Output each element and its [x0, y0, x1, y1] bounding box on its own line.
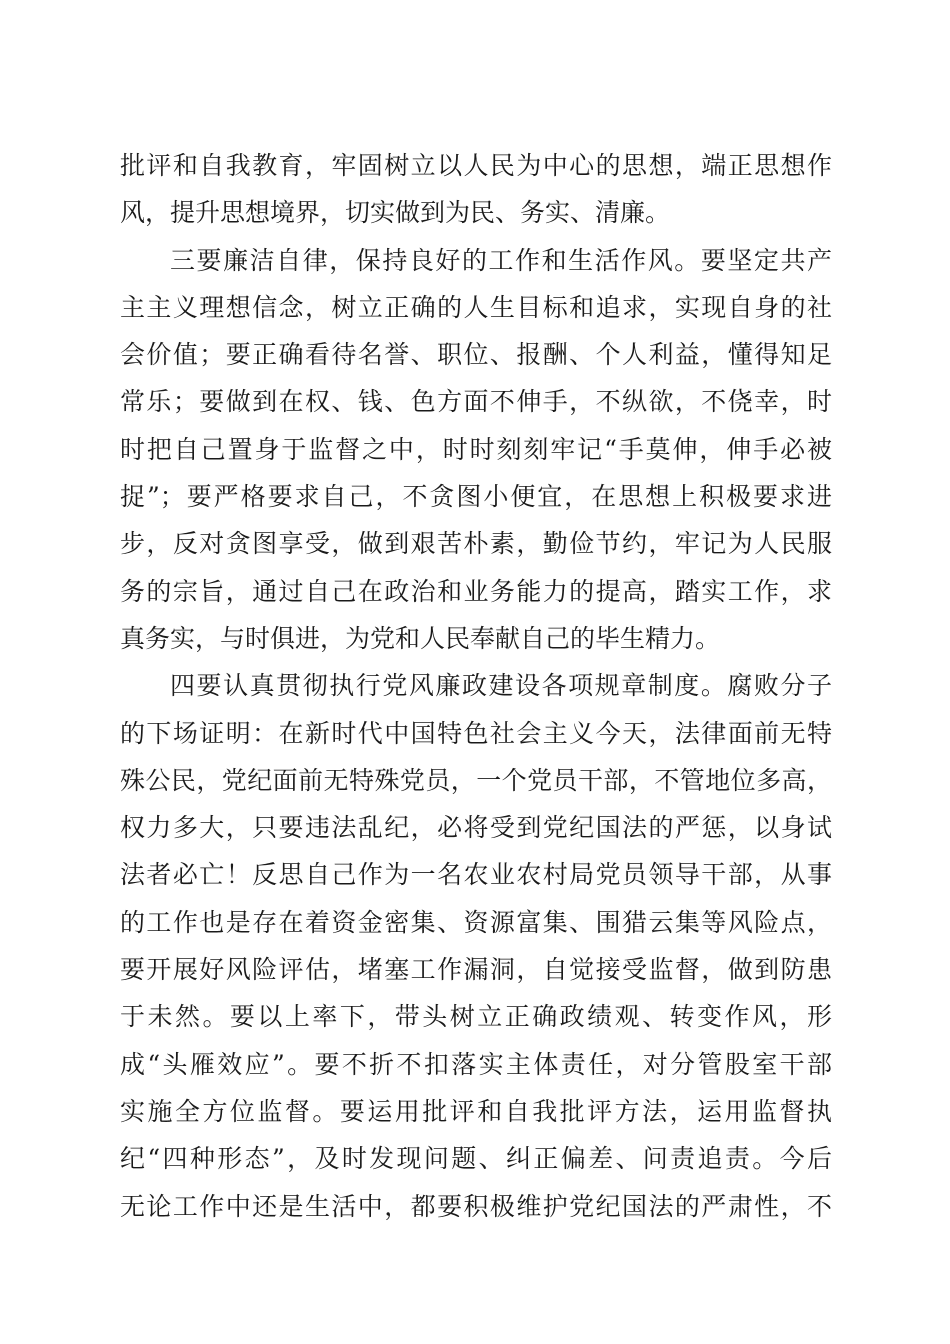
text-line: 捉”；要严格要求自己，不贪图小便宜，在思想上积极要求进 [120, 482, 832, 512]
body-text [120, 142, 832, 1230]
text-line: 殊公民，党纪面前无特殊党员，一个党员干部，不管地位多高， [120, 765, 832, 795]
text-line: 时把自己置身于监督之中，时时刻刻牢记“手莫伸，伸手必被 [120, 434, 832, 464]
text-line: 于未然。要以上率下，带头树立正确政绩观、转变作风，形 [120, 1002, 832, 1032]
text-line: 批评和自我教育，牢固树立以人民为中心的思想，端正思想作 [120, 151, 832, 180]
text-line: 常乐；要做到在权、钱、色方面不伸手，不纵欲，不侥幸，时 [120, 387, 832, 417]
text-line: 的工作也是存在着资金密集、资源富集、围猎云集等风险点， [120, 907, 832, 937]
text-line: 实施全方位监督。要运用批评和自我批评方法，运用监督执 [120, 1096, 832, 1126]
text-line: 真务实，与时俱进，为党和人民奉献自己的毕生精力。 [120, 623, 721, 653]
text-line: 会价值；要正确看待名誉、职位、报酬、个人利益，懂得知足 [120, 340, 832, 370]
text-line: 风，提升思想境界，切实做到为民、务实、清廉。 [120, 198, 671, 228]
text-line: 纪“四种形态”，及时发现问题、纠正偏差、问责追责。今后 [120, 1144, 832, 1174]
text-line: 成“头雁效应”。要不折不扣落实主体责任，对分管股室干部 [120, 1049, 832, 1079]
text-line: 无论工作中还是生活中，都要积极维护党纪国法的严肃性，不 [120, 1191, 832, 1221]
paragraph-start-line: 三要廉洁自律，保持良好的工作和生活作风。要坚定共产 [170, 245, 832, 275]
text-line: 权力多大，只要违法乱纪，必将受到党纪国法的严惩，以身试 [120, 813, 832, 843]
text-line: 的下场证明：在新时代中国特色社会主义今天，法律面前无特 [120, 718, 832, 748]
text-line: 主主义理想信念，树立正确的人生目标和追求，实现自身的社 [120, 292, 832, 322]
text-line: 要开展好风险评估，堵塞工作漏洞，自觉接受监督，做到防患 [120, 955, 832, 985]
text-line: 步，反对贪图享受，做到艰苦朴素，勤俭节约，牢记为人民服 [120, 529, 832, 559]
text-line: 务的宗旨，通过自己在政治和业务能力的提高，踏实工作，求 [120, 576, 832, 606]
paragraph-start-line: 四要认真贯彻执行党风廉政建设各项规章制度。腐败分子 [170, 671, 832, 701]
text-line: 法者必亡！反思自己作为一名农业农村局党员领导干部，从事 [120, 860, 832, 890]
